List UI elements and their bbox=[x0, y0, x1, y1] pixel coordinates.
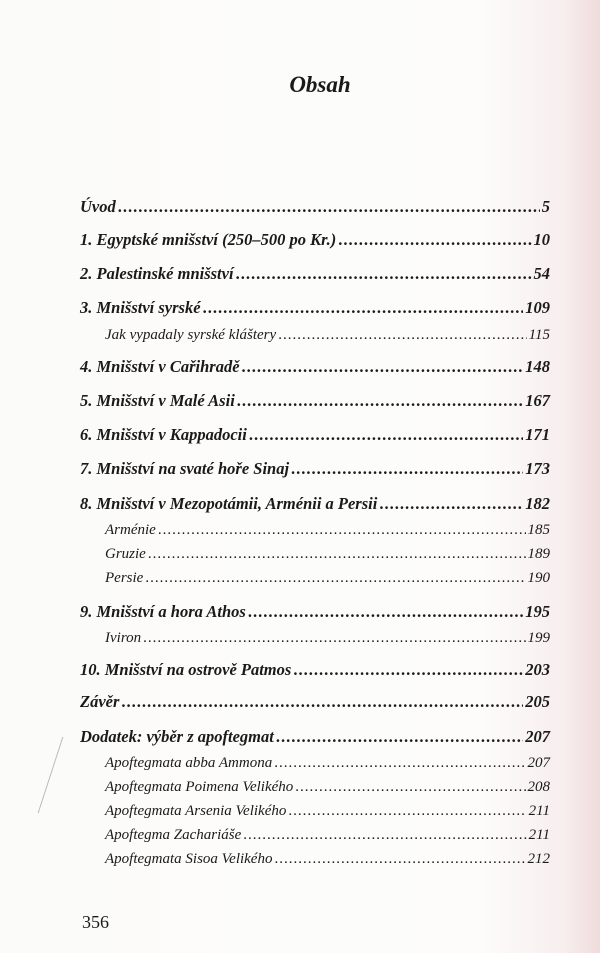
dot-leader bbox=[274, 755, 525, 772]
toc-entry-page: 182 bbox=[525, 494, 550, 513]
toc-entry bbox=[80, 357, 550, 377]
toc-entry bbox=[105, 546, 550, 563]
dot-leader bbox=[148, 546, 526, 563]
toc-entry-label: Apoftegmata Arsenia Velikého bbox=[105, 803, 287, 819]
toc-entry-label: Apoftegma Zachariáše bbox=[105, 827, 242, 843]
toc-entry-label: 6. Mnišství v Kappadocii bbox=[80, 425, 247, 444]
toc-entry bbox=[105, 851, 550, 868]
toc-entry-label: Arménie bbox=[105, 522, 156, 538]
toc-entry-page: 10 bbox=[533, 230, 550, 249]
toc-entry bbox=[105, 522, 550, 539]
pencil-mark bbox=[38, 737, 64, 813]
toc-entry-label: 3. Mnišství syrské bbox=[80, 298, 201, 317]
dot-leader bbox=[278, 327, 526, 344]
toc-entry bbox=[105, 827, 550, 844]
toc-entry bbox=[80, 602, 550, 622]
dot-leader bbox=[379, 494, 523, 514]
dot-leader bbox=[274, 851, 525, 868]
toc-entry bbox=[105, 630, 550, 647]
toc-entry-page: 211 bbox=[528, 803, 550, 819]
toc-entry-page: 203 bbox=[525, 660, 550, 679]
toc-entry-page: 195 bbox=[525, 602, 550, 621]
dot-leader bbox=[203, 298, 524, 318]
toc-entry-page: 189 bbox=[527, 546, 550, 562]
toc-entry bbox=[80, 230, 550, 250]
dot-leader bbox=[242, 357, 524, 377]
toc-entry-label: Jak vypadaly syrské kláštery bbox=[105, 327, 277, 343]
toc-entry bbox=[80, 494, 550, 514]
toc-entry-label: 7. Mnišství na svaté hoře Sinaj bbox=[80, 459, 290, 478]
toc-entry-page: 148 bbox=[525, 357, 550, 376]
toc-entry-label: Apoftegmata Poimena Velikého bbox=[105, 779, 294, 795]
dot-leader bbox=[121, 692, 523, 712]
toc-entry bbox=[80, 727, 550, 747]
toc-entry-label: Gruzie bbox=[105, 546, 146, 562]
dot-leader bbox=[276, 727, 523, 747]
toc-entry-page: 54 bbox=[533, 264, 550, 283]
page-number: 356 bbox=[82, 912, 109, 932]
toc-entry bbox=[80, 298, 550, 318]
dot-leader bbox=[243, 827, 526, 844]
dot-leader bbox=[118, 197, 540, 217]
toc-entry-label: 2. Palestinské mnišství bbox=[80, 264, 234, 283]
toc-entry-label: Apoftegmata Sisoa Velikého bbox=[105, 851, 273, 867]
toc-entry-page: 212 bbox=[527, 851, 550, 867]
toc-entry-page: 205 bbox=[525, 692, 550, 711]
toc-entry-label: 5. Mnišství v Malé Asii bbox=[80, 391, 235, 410]
dot-leader bbox=[293, 660, 523, 680]
toc-entry-label: Iviron bbox=[105, 630, 142, 646]
toc-entry bbox=[80, 391, 550, 411]
toc-entry-page: 115 bbox=[528, 327, 550, 343]
toc-entry-page: 5 bbox=[541, 197, 550, 216]
toc-entry-page: 208 bbox=[527, 779, 550, 795]
toc-entry bbox=[80, 425, 550, 445]
toc-entry-label: Úvod bbox=[80, 197, 116, 216]
toc-entry-page: 185 bbox=[527, 522, 550, 538]
dot-leader bbox=[143, 630, 525, 647]
toc-entry bbox=[105, 779, 550, 796]
toc-entry bbox=[80, 660, 550, 680]
toc-entry-page: 109 bbox=[525, 298, 550, 317]
toc-entry-label: 1. Egyptské mnišství (250–500 po Kr.) bbox=[80, 230, 337, 249]
toc-entry-label: 4. Mnišství v Cařihradě bbox=[80, 357, 240, 376]
dot-leader bbox=[338, 230, 531, 250]
toc-entry-label: Apoftegmata abba Ammona bbox=[105, 755, 273, 771]
toc-entry bbox=[80, 264, 550, 284]
toc-entry-page: 207 bbox=[527, 755, 550, 771]
toc-entry-page: 207 bbox=[525, 727, 550, 746]
toc-entry-page: 173 bbox=[525, 459, 550, 478]
toc-entry-label: Závěr bbox=[80, 692, 120, 711]
dot-leader bbox=[291, 459, 523, 479]
toc-entry bbox=[105, 570, 550, 587]
toc-entry bbox=[80, 459, 550, 479]
toc-entry-label: 9. Mnišství a hora Athos bbox=[80, 602, 246, 621]
dot-leader bbox=[237, 391, 523, 411]
dot-leader bbox=[248, 602, 523, 622]
toc-entry-label: 8. Mnišství v Mezopotámii, Arménii a Persii bbox=[80, 494, 378, 513]
toc-entry-label: Dodatek: výběr z apoftegmat bbox=[80, 727, 274, 746]
toc-entry-page: 167 bbox=[525, 391, 550, 410]
toc-entry-page: 199 bbox=[527, 630, 550, 646]
dot-leader bbox=[158, 522, 526, 539]
dot-leader bbox=[295, 779, 525, 796]
dot-leader bbox=[288, 803, 526, 820]
toc-entry bbox=[80, 197, 550, 217]
toc-entry bbox=[105, 327, 550, 344]
toc-entry-label: Persie bbox=[105, 570, 144, 586]
dot-leader bbox=[145, 570, 525, 587]
toc-entry-page: 171 bbox=[525, 425, 550, 444]
dot-leader bbox=[236, 264, 532, 284]
toc-entry bbox=[105, 755, 550, 772]
toc-entry bbox=[105, 803, 550, 820]
toc-entry-label: 10. Mnišství na ostrově Patmos bbox=[80, 660, 292, 679]
toc-entry-page: 190 bbox=[527, 570, 550, 586]
page-title: Obsah bbox=[289, 72, 351, 97]
toc-entry-page: 211 bbox=[528, 827, 550, 843]
toc-entry bbox=[80, 692, 550, 712]
dot-leader bbox=[249, 425, 523, 445]
